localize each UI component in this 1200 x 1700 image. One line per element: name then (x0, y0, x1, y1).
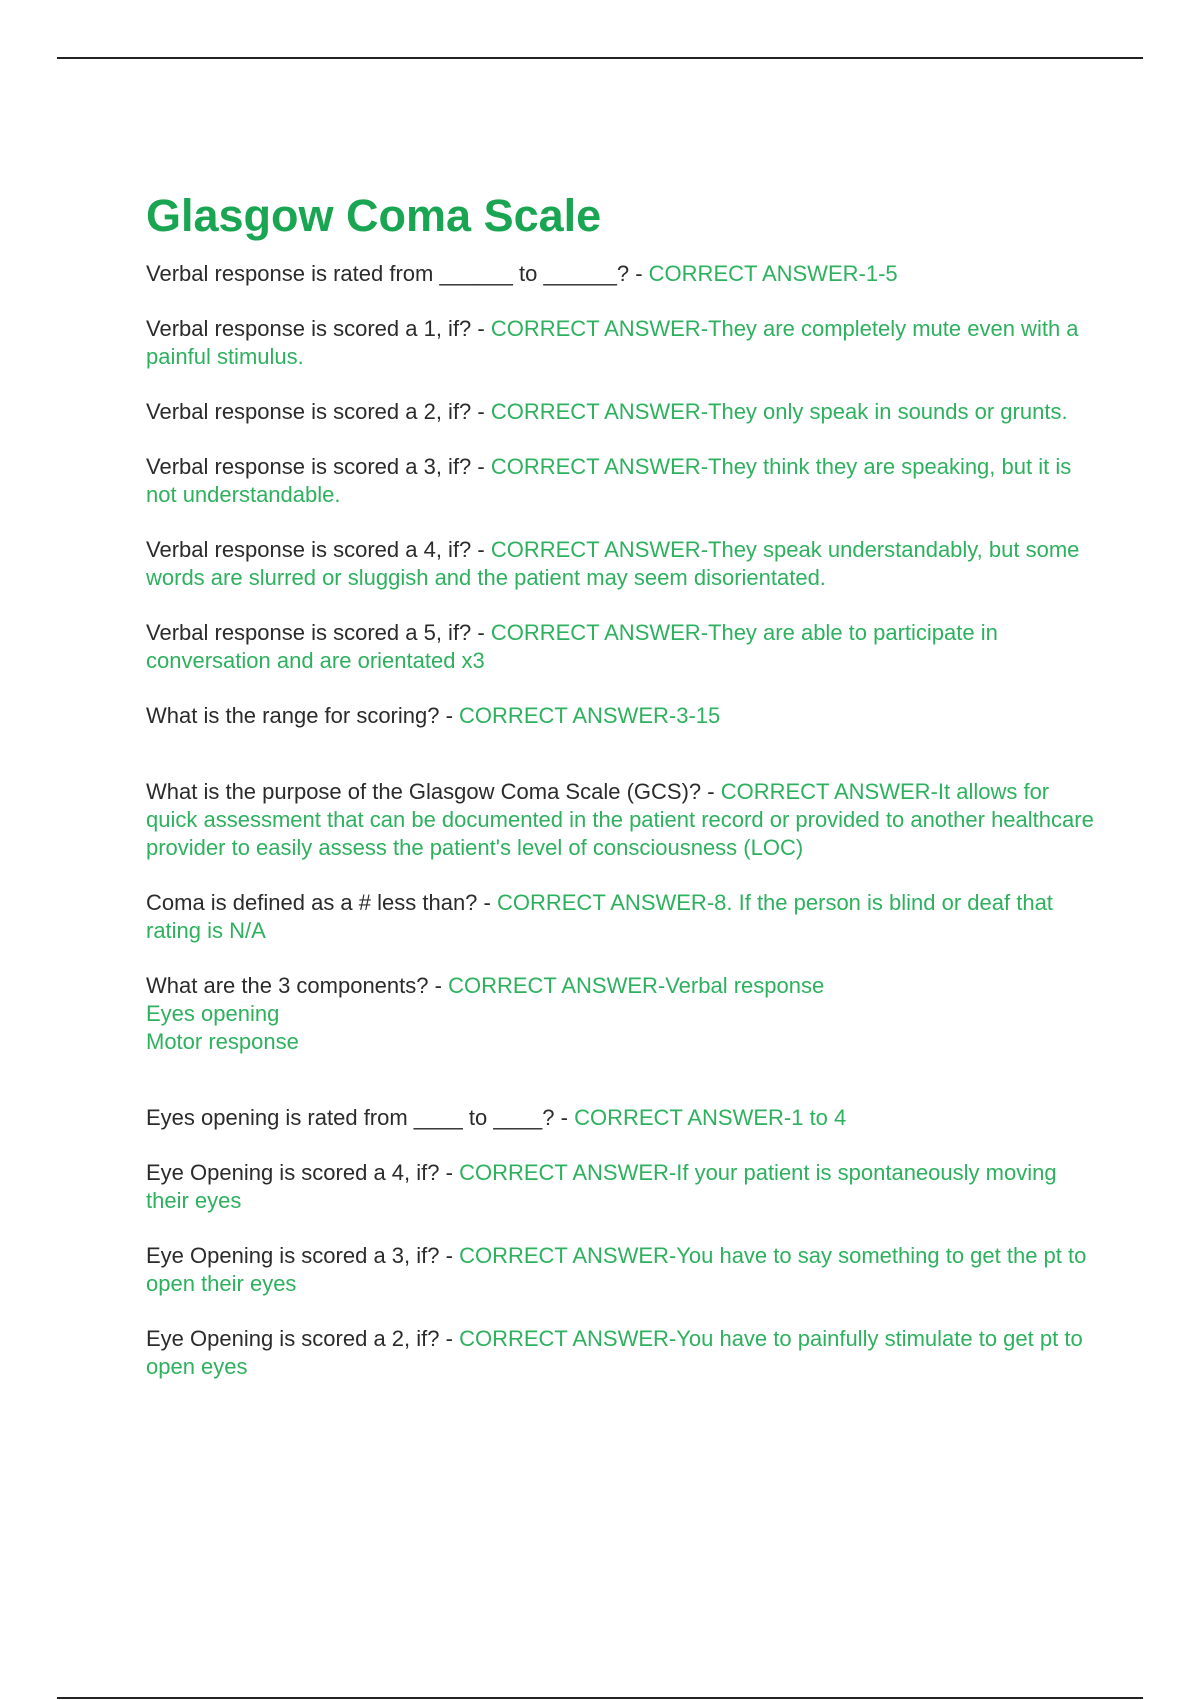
qa-list (146, 260, 1096, 1381)
question-text: Eye Opening is scored a 4, if? (146, 1160, 440, 1185)
answer-text: CORRECT ANSWER-They only speak in sounds or grunts. (490, 399, 1068, 424)
answer-text: CORRECT ANSWER-They are able to participate in conversation and are orientated x3 (146, 620, 998, 673)
question-answer-separator: - (477, 890, 497, 915)
answer-text: CORRECT ANSWER-You have to painfully stimulate to get pt to open eyes (146, 1326, 1083, 1379)
top-rule (57, 57, 1143, 59)
question-answer-separator: - (471, 537, 491, 562)
document-title: Glasgow Coma Scale (146, 190, 602, 241)
answer-line: Motor response (146, 1029, 299, 1054)
answer-line: CORRECT ANSWER-Verbal response (448, 973, 825, 998)
qa-item (146, 778, 1096, 862)
question-answer-separator: - (439, 1243, 460, 1268)
qa-item (146, 536, 1096, 592)
qa-item (146, 702, 1096, 730)
answer-text: CORRECT ANSWER-You have to say something to get the pt to open their eyes (146, 1243, 1087, 1296)
question-text: Verbal response is scored a 2, if? (146, 399, 472, 424)
qa-item (146, 1104, 1096, 1132)
document-body (146, 188, 1096, 1408)
answer-text: CORRECT ANSWER-They are completely mute even with a painful stimulus. (146, 316, 1079, 369)
question-text: What are the 3 components? (146, 973, 429, 998)
qa-item (146, 1159, 1096, 1215)
question-text: Verbal response is scored a 3, if? (146, 454, 472, 479)
question-answer-separator: - (471, 399, 491, 424)
question-answer-separator: - (701, 779, 721, 804)
question-text: Eye Opening is scored a 3, if? (146, 1243, 440, 1268)
question-text: Verbal response is scored a 5, if? (146, 620, 472, 645)
question-answer-separator: - (471, 454, 491, 479)
question-text: Coma is defined as a # less than? (146, 890, 478, 915)
qa-item (146, 453, 1096, 509)
answer-text: CORRECT ANSWER-1 to 4 (574, 1105, 847, 1130)
answer-line: Eyes opening (146, 1001, 280, 1026)
question-answer-separator: - (471, 316, 491, 341)
answer-text: CORRECT ANSWER-3-15 (459, 703, 721, 728)
answer-text: CORRECT ANSWER-They speak understandably, but some words are slurred or sluggish and the patient may seem disorientated. (146, 537, 1080, 590)
question-answer-separator: - (439, 1160, 460, 1185)
qa-item (146, 398, 1096, 426)
question-text: Eye Opening is scored a 2, if? (146, 1326, 440, 1351)
question-text: What is the purpose of the Glasgow Coma Scale (GCS)? (146, 779, 702, 804)
answer-text: CORRECT ANSWER-It allows for quick assessment that can be documented in the patient record or provided to another healthcare provider to easily assess the patient's level of consciousness (LOC) (146, 779, 1094, 860)
question-text: What is the range for scoring? (146, 703, 440, 728)
qa-item (146, 260, 1096, 288)
bottom-rule (57, 1697, 1143, 1699)
qa-item (146, 889, 1096, 945)
answer-text: CORRECT ANSWER-They think they are speaking, but it is not understandable. (146, 454, 1072, 507)
question-answer-separator: - (629, 261, 649, 286)
question-text: Verbal response is scored a 4, if? (146, 537, 472, 562)
question-answer-separator: - (439, 1326, 460, 1351)
answer-text: CORRECT ANSWER-8. If the person is blind or deaf that rating is N/A (146, 890, 1053, 943)
qa-item (146, 1325, 1096, 1381)
question-answer-separator: - (471, 620, 491, 645)
answer-text: CORRECT ANSWER-1-5 (648, 261, 898, 286)
answer-text: CORRECT ANSWER-If your patient is spontaneously moving their eyes (146, 1160, 1057, 1213)
question-text: Verbal response is rated from ______ to ______? (146, 261, 630, 286)
qa-item (146, 972, 1096, 1056)
question-answer-separator: - (554, 1105, 575, 1130)
question-text: Eyes opening is rated from ____ to ____? (146, 1105, 555, 1130)
qa-item (146, 619, 1096, 675)
question-answer-separator: - (428, 973, 449, 998)
qa-item (146, 315, 1096, 371)
question-answer-separator: - (439, 703, 460, 728)
qa-item (146, 1242, 1096, 1298)
question-text: Verbal response is scored a 1, if? (146, 316, 472, 341)
